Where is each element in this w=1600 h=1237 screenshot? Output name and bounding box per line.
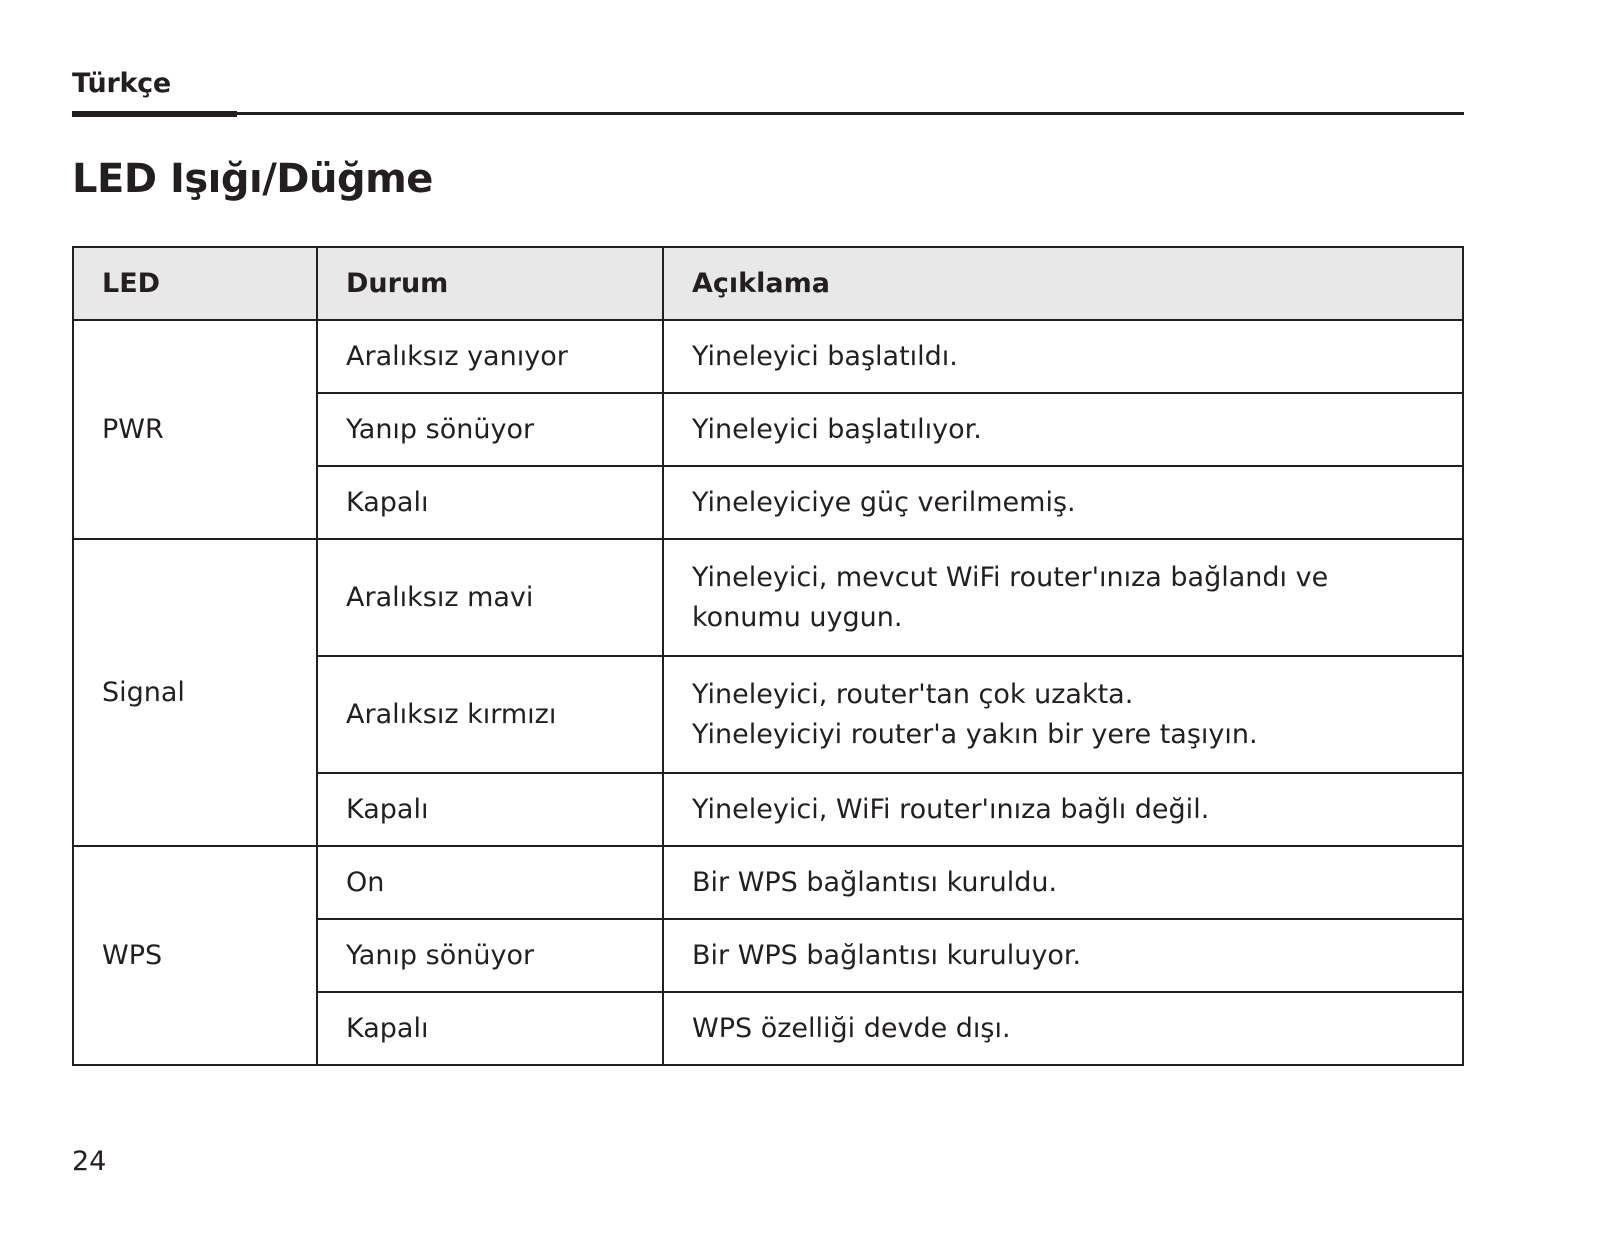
column-header-status: Durum (317, 247, 663, 320)
column-header-description: Açıklama (663, 247, 1463, 320)
description-line: Yineleyiciye güç verilmemiş. (692, 486, 1076, 518)
description-cell (663, 320, 1463, 393)
description-cell (663, 393, 1463, 466)
description-cell (663, 539, 1463, 656)
led-cell-wps: WPS (73, 846, 317, 1065)
header-rule-accent (72, 111, 237, 117)
description-line: Bir WPS bağlantısı kuruluyor. (692, 939, 1082, 971)
description-cell (663, 466, 1463, 539)
description-line: Yineleyici başlatıldı. (692, 340, 958, 372)
table-row (73, 539, 1463, 656)
status-cell: On (317, 846, 663, 919)
status-cell: Kapalı (317, 773, 663, 846)
status-cell: Yanıp sönüyor (317, 919, 663, 992)
description-line: Yineleyici, mevcut WiFi router'ınıza bağlandı ve (692, 561, 1329, 593)
description-line: Yineleyici, WiFi router'ınıza bağlı değil. (692, 793, 1210, 825)
status-cell: Yanıp sönüyor (317, 393, 663, 466)
description-cell (663, 919, 1463, 992)
description-line: Bir WPS bağlantısı kuruldu. (692, 866, 1058, 898)
status-cell: Aralıksız kırmızı (317, 656, 663, 773)
led-cell-signal: Signal (73, 539, 317, 846)
description-line: konumu uygun. (692, 601, 903, 633)
description-line: WPS özelliği devde dışı. (692, 1012, 1011, 1044)
description-cell (663, 992, 1463, 1065)
led-status-table (72, 246, 1464, 1066)
description-cell (663, 656, 1463, 773)
table-header-row (73, 247, 1463, 320)
status-cell: Kapalı (317, 466, 663, 539)
language-label: Türkçe (72, 68, 171, 99)
table-row (73, 320, 1463, 393)
column-header-led: LED (73, 247, 317, 320)
description-cell (663, 773, 1463, 846)
status-cell: Aralıksız yanıyor (317, 320, 663, 393)
page-number: 24 (72, 1146, 107, 1177)
led-cell-pwr: PWR (73, 320, 317, 539)
status-cell: Aralıksız mavi (317, 539, 663, 656)
description-cell (663, 846, 1463, 919)
description-line: Yineleyici başlatılıyor. (692, 413, 982, 445)
description-line: Yineleyiciyi router'a yakın bir yere taşıyın. (692, 718, 1258, 750)
table-row (73, 846, 1463, 919)
header-rule (72, 112, 1464, 115)
description-line: Yineleyici, router'tan çok uzakta. (692, 678, 1134, 710)
status-cell: Kapalı (317, 992, 663, 1065)
page-title: LED Işığı/Düğme (72, 156, 433, 202)
